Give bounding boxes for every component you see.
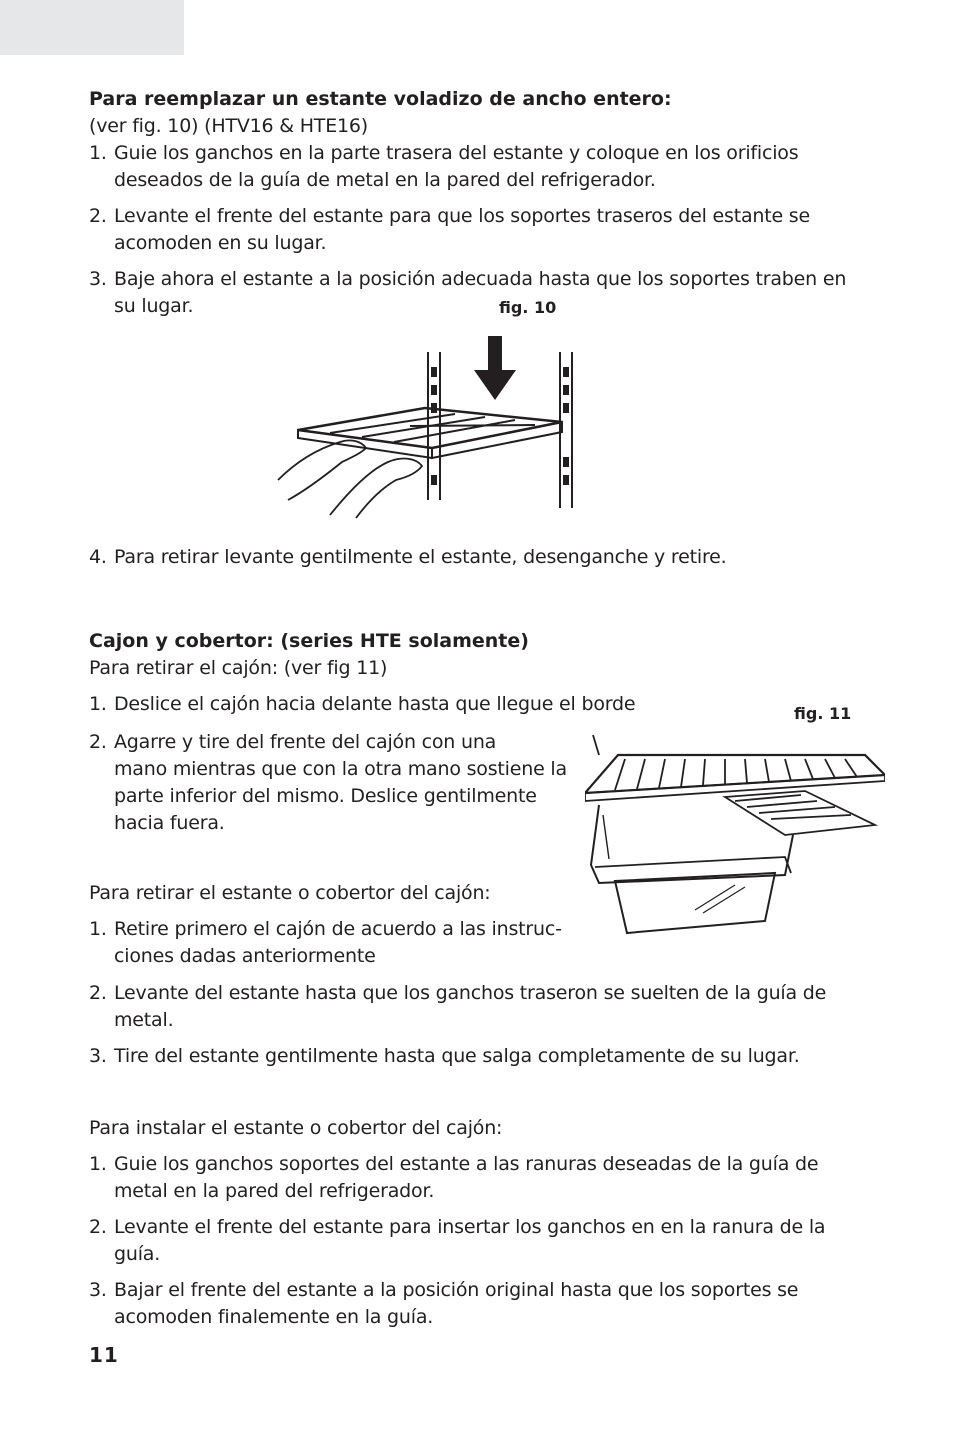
section1-subheading: (ver fig. 10) (HTV16 & HTE16) xyxy=(89,115,368,137)
corner-tab xyxy=(0,0,184,55)
section2-heading: Cajon y cobertor: (series HTE solamente) xyxy=(89,630,529,652)
section3-intro: Para retirar el estante o cobertor del cajón: xyxy=(89,882,491,904)
section1-heading: Para reemplazar un estante voladizo de ancho entero: xyxy=(89,88,672,110)
fig11-illustration xyxy=(585,735,885,940)
section2-intro: Para retirar el cajón: (ver fig 11) xyxy=(89,657,388,679)
fig10-caption: fig. 10 xyxy=(499,298,557,317)
page-number: 11 xyxy=(89,1343,119,1367)
fig11-caption: fig. 11 xyxy=(794,704,852,723)
section4-intro: Para instalar el estante o cobertor del cajón: xyxy=(89,1117,503,1139)
fig10-illustration xyxy=(270,330,590,520)
